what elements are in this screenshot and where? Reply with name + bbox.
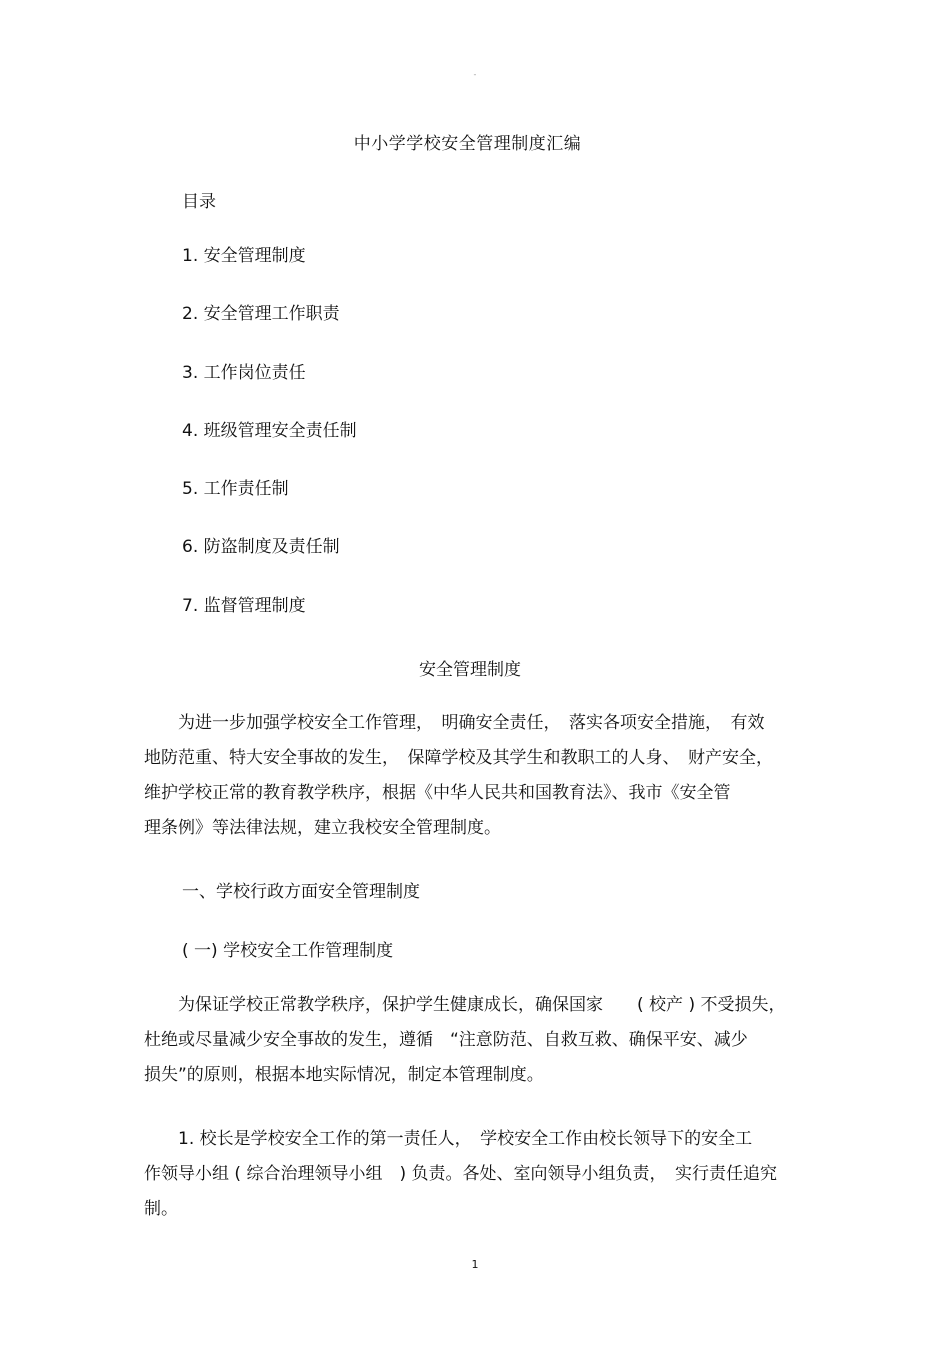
toc-item: 7. 监督管理制度 xyxy=(182,595,306,616)
paragraph-line: 为保证学校正常教学秩序，保护学生健康成长，确保国家 ( 校产 ) 不受损失， xyxy=(144,995,786,1015)
toc-item: 2. 安全管理工作职责 xyxy=(182,304,340,325)
section-title: 安全管理制度 xyxy=(419,660,521,680)
intro-paragraph xyxy=(144,706,814,846)
document-title: 中小学学校安全管理制度汇编 xyxy=(353,134,582,154)
toc-heading: 目录 xyxy=(182,192,216,212)
toc-item: 5. 工作责任制 xyxy=(182,479,289,500)
heading-administration: 一、学校行政方面安全管理制度 xyxy=(182,882,420,902)
paragraph-line: 制。 xyxy=(144,1199,178,1219)
paragraph-line: 1. 校长是学校安全工作的第一责任人， 学校安全工作由校长领导下的安全工 xyxy=(144,1129,753,1149)
paragraph-line: 地防范重、特大安全事故的发生， 保障学校及其学生和教职工的人身、 财产安全， xyxy=(144,748,773,768)
paragraph-line: 为进一步加强学校安全工作管理， 明确安全责任， 落实各项安全措施， 有效 xyxy=(144,713,765,733)
paragraph-line: 维护学校正常的教育教学秩序，根据《中华人民共和国教育法》、我市《安全管 xyxy=(144,783,731,803)
table-of-contents xyxy=(182,245,357,653)
rule-paragraph-1 xyxy=(144,1122,814,1227)
toc-item: 6. 防盗制度及责任制 xyxy=(182,537,340,558)
paragraph-line: 杜绝或尽量减少安全事故的发生，遵循 “注意防范、自救互救、确保平安、减少 xyxy=(144,1030,748,1050)
page-number: 1 xyxy=(471,1258,479,1271)
paragraph-line: 作领导小组 ( 综合治理领导小组 ) 负责。各处、室向领导小组负责， 实行责任追究 xyxy=(144,1164,777,1184)
purpose-paragraph xyxy=(144,988,814,1093)
header-mark: - xyxy=(473,70,477,79)
toc-item: 1. 安全管理制度 xyxy=(182,246,306,266)
paragraph-line: 理条例》等法律法规，建立我校安全管理制度。 xyxy=(144,818,501,838)
toc-item: 3. 工作岗位责任 xyxy=(182,362,306,383)
toc-item: 4. 班级管理安全责任制 xyxy=(182,420,357,441)
heading-safety-management: ( 一) 学校安全工作管理制度 xyxy=(182,941,394,961)
paragraph-line: 损失”的原则，根据本地实际情况，制定本管理制度。 xyxy=(144,1065,544,1085)
